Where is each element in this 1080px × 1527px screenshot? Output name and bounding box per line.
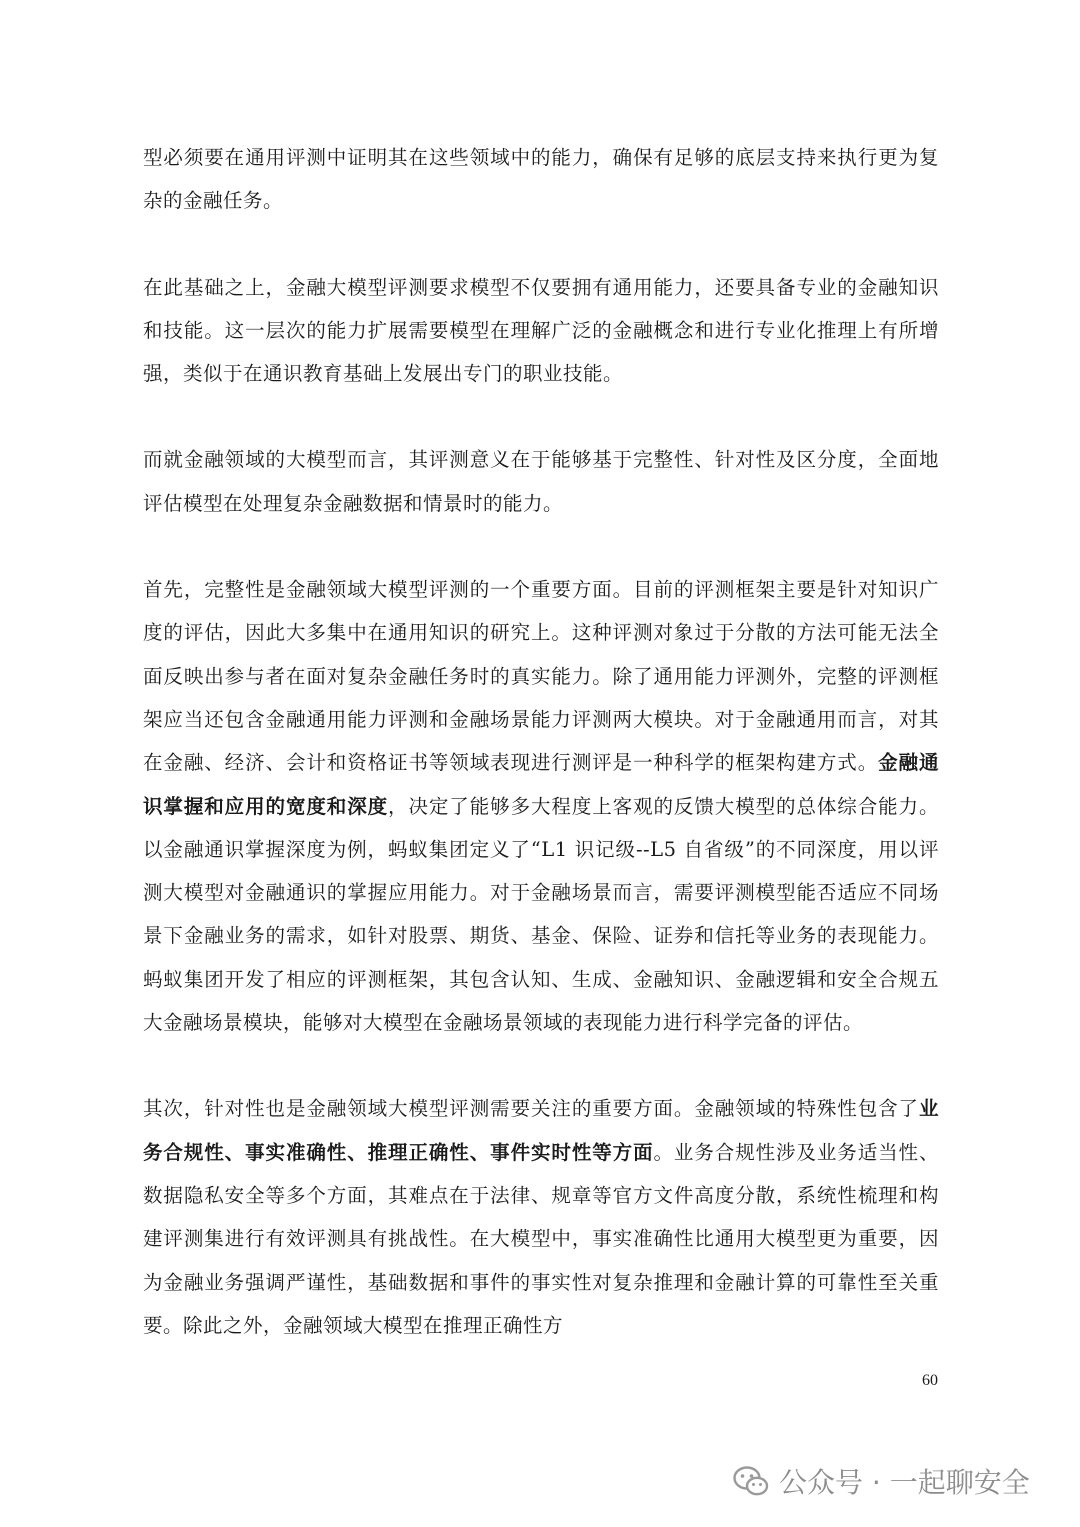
para-4-text-b: ，决定了能够多大程度上客观的反馈大模型的总体综合能力。以金融通识掌握深度为例，蚂蚁集团定义了“L1 识记级--L5 自省级”的不同深度，用以评测大模型对金融通识的掌握应用能力。对于金融场景而言，需要评测模型能否适应不同场景下金融业务的需求，如针对股票、期货、基金、保险、证券和信托等业务的表现能力。蚂蚁集团开发了相应的评测框架，其包含认知、生成、金融知识、金融逻辑和安全合规五大金融场景模块，能够对大模型在金融场景领域的表现能力进行科学完备的评估。 — [143, 794, 939, 1035]
para-5-text-b: 。业务合规性涉及业务适当性、数据隐私安全等多个方面，其难点在于法律、规章等官方文件高度分散，系统性梳理和构建评测集进行有效评测具有挑战性。在大模型中，事实准确性比通用大模型更为重要，因为金融业务强调严谨性，基础数据和事件的事实性对复杂推理和金融计算的可靠性至关重要。除此之外，金融领域大模型在推理正确性方 — [143, 1140, 939, 1337]
paragraph-1 — [143, 136, 939, 223]
para-1-text: 型必须要在通用评测中证明其在这些领域中的能力，确保有足够的底层支持来执行更为复杂的金融任务。 — [143, 146, 939, 213]
page-number: 60 — [922, 1372, 938, 1389]
wechat-icon — [733, 1464, 769, 1498]
watermark — [733, 1459, 1030, 1503]
para-3-text: 而就金融领域的大模型而言，其评测意义在于能够基于完整性、针对性及区分度，全面地评估模型在处理复杂金融数据和情景时的能力。 — [143, 448, 939, 515]
paragraph-3 — [143, 438, 939, 525]
paragraph-5 — [143, 1087, 939, 1347]
para-4-bold-phrase: 金融通识掌握和应用的宽度和深度 — [143, 751, 939, 818]
paragraph-4 — [143, 568, 939, 1044]
para-5-bold-phrase: 业务合规性、事实准确性、推理正确性、事件实时性等方面 — [143, 1097, 939, 1164]
paragraph-2 — [143, 266, 939, 396]
document-body — [143, 136, 939, 1347]
watermark-text: 公众号 · 一起聊安全 — [779, 1466, 1030, 1499]
para-5-text-a: 其次，针对性也是金融领域大模型评测需要关注的重要方面。金融领域的特殊性包含了 — [143, 1097, 919, 1121]
para-4-text-a: 首先，完整性是金融领域大模型评测的一个重要方面。目前的评测框架主要是针对知识广度的评估，因此大多集中在通用知识的研究上。这种评测对象过于分散的方法可能无法全面反映出参与者在面对复杂金融任务时的真实能力。除了通用能力评测外，完整的评测框架应当还包含金融通用能力评测和金融场景能力评测两大模块。对于金融通用而言，对其在金融、经济、会计和资格证书等领域表现进行测评是一种科学的框架构建方式。 — [143, 578, 939, 775]
para-2-text: 在此基础之上，金融大模型评测要求模型不仅要拥有通用能力，还要具备专业的金融知识和技能。这一层次的能力扩展需要模型在理解广泛的金融概念和进行专业化推理上有所增强，类似于在通识教育基础上发展出专门的职业技能。 — [143, 275, 939, 386]
